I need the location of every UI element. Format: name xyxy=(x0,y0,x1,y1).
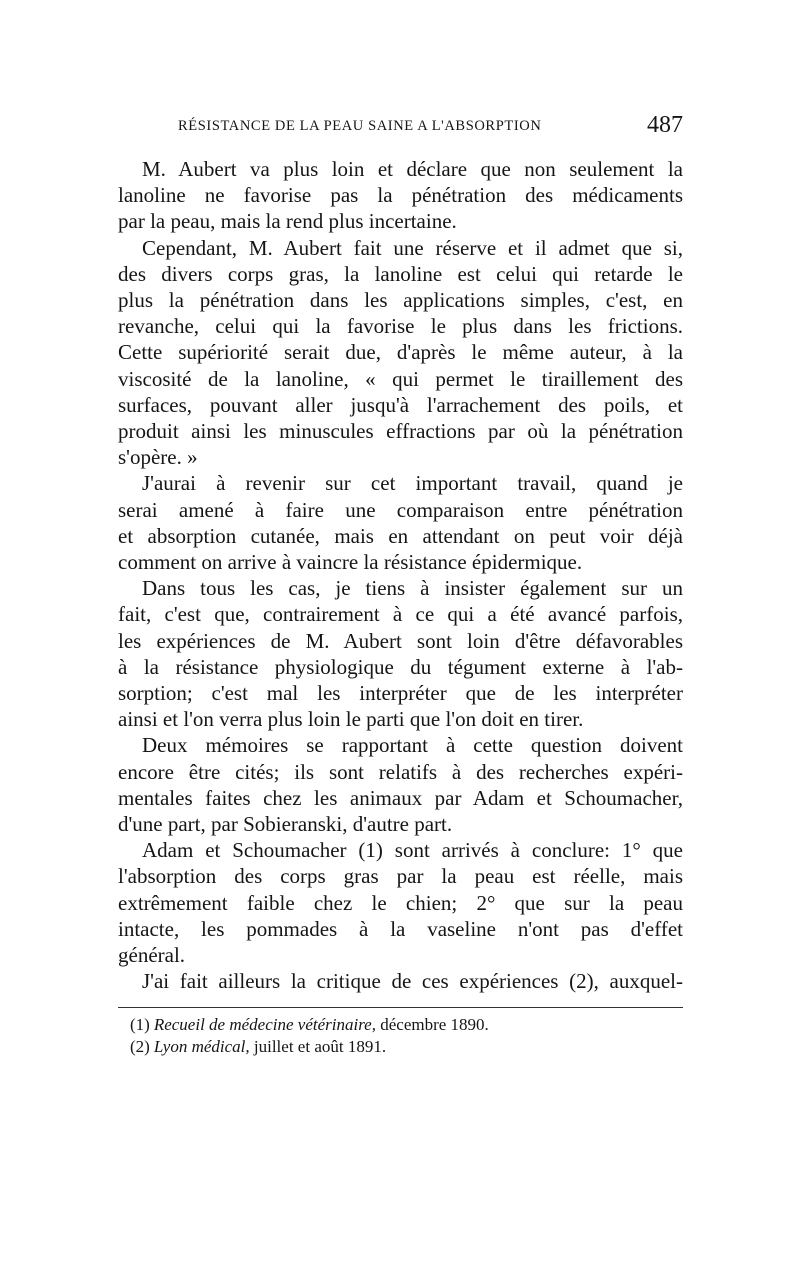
text-line: J'ai fait ailleurs la critique de ces expériences (2), auxquel- xyxy=(142,969,683,994)
text-line: surfaces, pouvant aller jusqu'à l'arrachement des poils, et xyxy=(118,392,683,417)
text-line: Cependant, M. Aubert fait une réserve et il admet que si, xyxy=(142,235,683,260)
text-line: viscosité de la lanoline, « qui permet le tiraillement des xyxy=(118,366,683,391)
footnote xyxy=(118,1036,683,1058)
text-line: et absorption cutanée, mais en attendant on peut voir déjà xyxy=(118,523,683,548)
text-line: fait, c'est que, contrairement à ce qui a été avancé parfois, xyxy=(118,602,683,627)
footnote-number: (1) xyxy=(130,1014,150,1034)
text-line: plus la pénétration dans les applications simples, c'est, en xyxy=(118,288,683,313)
footnote-date: décembre 1890. xyxy=(380,1014,489,1034)
text-line: revanche, celui qui la favorise le plus dans les frictions. xyxy=(118,314,683,339)
footnote-divider xyxy=(118,1007,683,1008)
text-line: sorption; c'est mal les interpréter que de les interpréter xyxy=(118,681,683,706)
text-line: à la résistance physiologique du tégument externe à l'ab- xyxy=(118,654,683,679)
text-line: d'une part, par Sobieranski, d'autre part. xyxy=(118,812,453,837)
footnotes xyxy=(118,1014,683,1058)
text-line: produit ainsi les minuscules effractions par où la pénétration xyxy=(118,419,683,444)
text-line: J'aurai à revenir sur cet important travail, quand je xyxy=(142,471,683,496)
footnote-source: Lyon médical, xyxy=(153,1036,250,1056)
text-line: encore être cités; ils sont relatifs à des recherches expéri- xyxy=(118,759,683,784)
text-line: général. xyxy=(118,943,186,968)
text-line: comment on arrive à vaincre la résistance épidermique. xyxy=(118,550,583,575)
text-line: par la peau, mais la rend plus incertaine. xyxy=(118,209,457,234)
body-text xyxy=(118,156,683,995)
text-line: Cette supériorité serait due, d'après le même auteur, à la xyxy=(118,340,683,365)
text-line: serai amené à faire une comparaison entre pénétration xyxy=(118,497,683,522)
text-line: des divers corps gras, la lanoline est celui qui retarde le xyxy=(118,261,683,286)
footnote xyxy=(118,1014,683,1036)
text-line: les expériences de M. Aubert sont loin d'être défavorables xyxy=(118,628,683,653)
text-line: s'opère. » xyxy=(118,445,198,470)
book-page xyxy=(118,112,683,1058)
text-line: Adam et Schoumacher (1) sont arrivés à conclure: 1° que xyxy=(142,838,683,863)
footnote-source: Recueil de médecine vétérinaire, xyxy=(153,1014,376,1034)
text-line: Deux mémoires se rapportant à cette question doivent xyxy=(142,733,683,758)
text-line: l'absorption des corps gras par la peau est réelle, mais xyxy=(118,864,683,889)
text-line: M. Aubert va plus loin et déclare que non seulement la xyxy=(142,157,683,181)
text-line: lanoline ne favorise pas la pénétration des médicaments xyxy=(118,183,683,208)
footnote-number: (2) xyxy=(130,1036,150,1056)
text-line: Dans tous les cas, je tiens à insister également sur un xyxy=(142,576,683,601)
text-line: mentales faites chez les animaux par Adam et Schoumacher, xyxy=(118,785,683,810)
text-line: intacte, les pommades à la vaseline n'ont pas d'effet xyxy=(118,916,683,941)
text-line: extrêmement faible chez le chien; 2° que sur la peau xyxy=(118,890,683,915)
running-title: RÉSISTANCE DE LA PEAU SAINE A L'ABSORPTION xyxy=(178,118,542,134)
running-head xyxy=(118,112,683,156)
page-number: 487 xyxy=(647,112,683,138)
text-line: ainsi et l'on verra plus loin le parti que l'on doit en tirer. xyxy=(118,707,584,732)
footnote-date: juillet et août 1891. xyxy=(253,1036,387,1056)
